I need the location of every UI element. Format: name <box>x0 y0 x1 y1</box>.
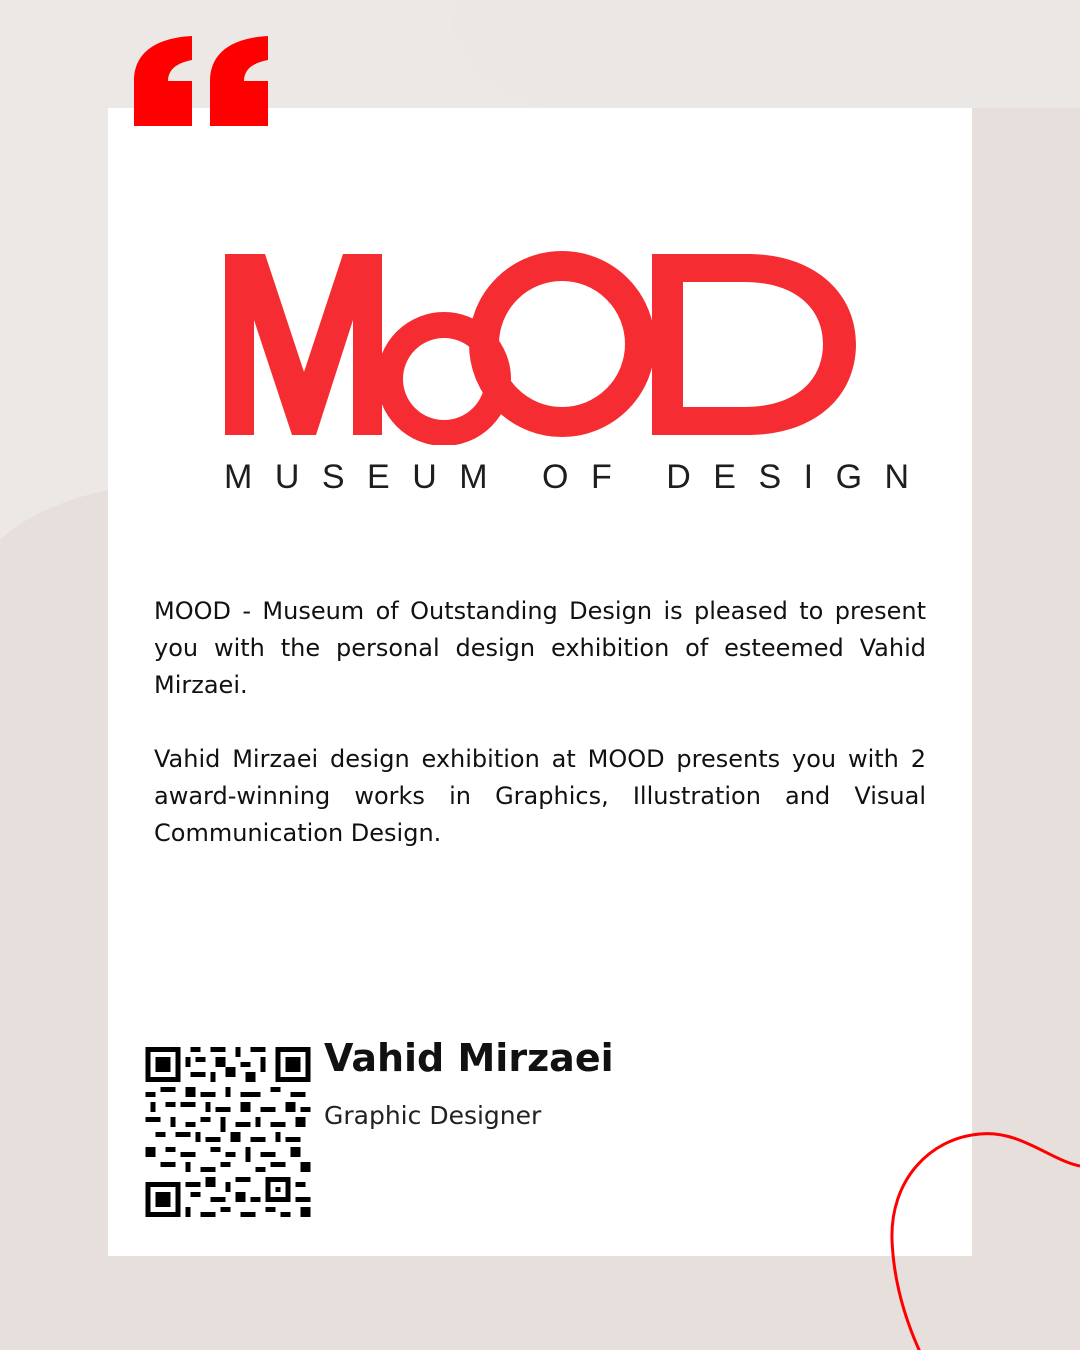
exhibition-paragraph: Vahid Mirzaei design exhibition at MOOD presents you with 2 award-winning works in Graphics, Illustration and Visual Communication Design. <box>154 745 926 847</box>
designer-name: Vahid Mirzaei <box>324 1036 614 1080</box>
qr-code[interactable] <box>145 1047 311 1217</box>
intro-paragraph: MOOD - Museum of Outstanding Design is pleased to present you with the personal design exhibition of esteemed Vahid Mirzaei. <box>154 597 926 699</box>
mood-logo <box>222 240 862 445</box>
quote-mark-icon <box>132 36 270 128</box>
decorative-curve <box>880 1120 1080 1350</box>
designer-role: Graphic Designer <box>324 1101 542 1130</box>
logo-subtitle: MUSEUM OF DESIGN <box>224 458 932 496</box>
